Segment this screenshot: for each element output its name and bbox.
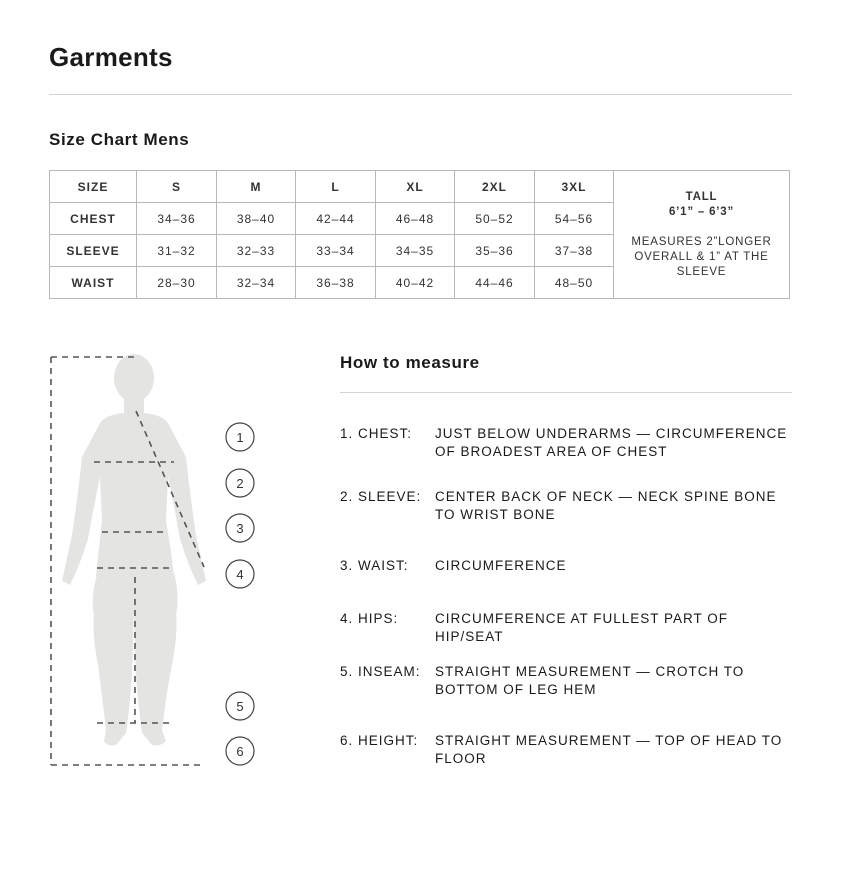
table-cell: 37–38 [535,235,614,267]
table-cell: 54–56 [535,203,614,235]
marker-6: 6 [236,744,244,759]
table-cell: 36–38 [296,267,376,299]
table-cell: 34–35 [376,235,455,267]
size-chart-table [49,170,790,299]
row-label: CHEST [50,203,137,235]
table-cell: 34–36 [137,203,217,235]
marker-5: 5 [236,699,244,714]
measure-desc: CIRCUMFERENCE [435,558,567,573]
table-cell: 46–48 [376,203,455,235]
table-cell: 50–52 [455,203,535,235]
table-cell: 31–32 [137,235,217,267]
page-title: Garments [49,42,173,72]
table-cell: 44–46 [455,267,535,299]
measure-desc: STRAIGHT MEASUREMENT — CROTCH TO BOTTOM OF LEG HEM [435,664,745,697]
table-cell: 35–36 [455,235,535,267]
marker-1: 1 [236,430,244,445]
header-cell: S [137,171,217,203]
tall-info-cell [614,171,790,299]
measure-desc: STRAIGHT MEASUREMENT — TOP OF HEAD TO FLOOR [435,733,783,766]
measure-label: 5. INSEAM: [340,664,421,679]
measure-label: 2. SLEEVE: [340,489,422,504]
table-cell: 32–33 [217,235,296,267]
row-label: SLEEVE [50,235,137,267]
table-cell: 48–50 [535,267,614,299]
header-cell: 3XL [535,171,614,203]
marker-2: 2 [236,476,244,491]
table-cell: 40–42 [376,267,455,299]
marker-4: 4 [236,567,244,582]
header-cell: L [296,171,376,203]
marker-3: 3 [236,521,244,536]
tall-range: 6’1” – 6’3” [668,205,735,218]
table-cell: 42–44 [296,203,376,235]
table-cell: 33–34 [296,235,376,267]
measure-label: 6. HEIGHT: [340,733,419,748]
measurement-markers [226,423,254,765]
how-to-measure-divider [340,392,792,393]
measure-desc: CIRCUMFERENCE AT FULLEST PART OF HIP/SEAT [435,611,729,644]
header-cell: M [217,171,296,203]
row-label: WAIST [50,267,137,299]
how-to-measure-title: How to measure [340,353,480,372]
title-divider [49,94,792,95]
body-measurement-figure [40,345,280,775]
table-cell: 28–30 [137,267,217,299]
measure-label: 3. WAIST: [340,558,409,573]
header-cell: 2XL [455,171,535,203]
tall-note: MEASURES 2”LONGER OVERALL & 1” AT THE SLEEVE [631,235,772,278]
header-cell: SIZE [50,171,137,203]
person-silhouette [62,354,206,746]
measure-label: 4. HIPS: [340,611,399,626]
table-header-row [50,171,790,203]
size-chart-title: Size Chart Mens [49,130,190,149]
measure-desc: JUST BELOW UNDERARMS — CIRCUMFERENCE OF BROADEST AREA OF CHEST [435,426,788,459]
header-cell: XL [376,171,455,203]
table-cell: 32–34 [217,267,296,299]
measure-label: 1. CHEST: [340,426,413,441]
measure-desc: CENTER BACK OF NECK — NECK SPINE BONE TO WRIST BONE [435,489,777,522]
table-cell: 38–40 [217,203,296,235]
tall-label: TALL [685,190,718,203]
